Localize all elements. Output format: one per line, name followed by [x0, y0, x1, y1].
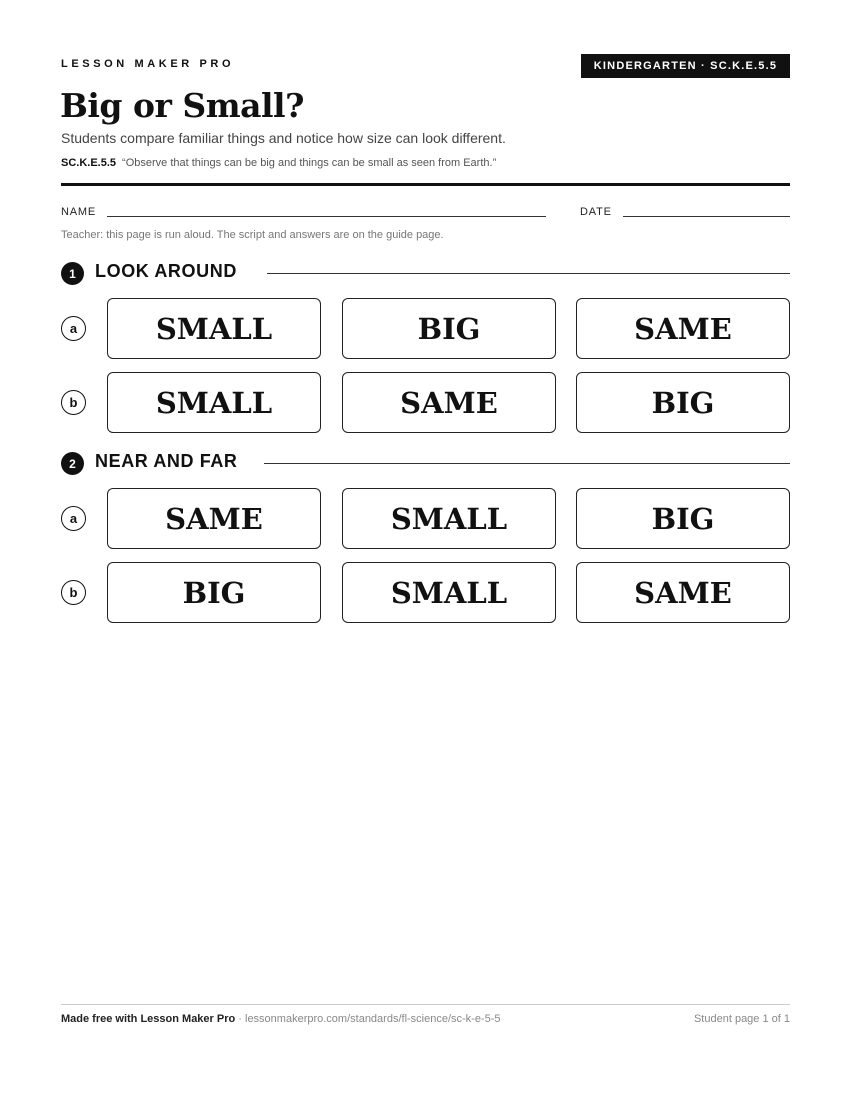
choice-button[interactable]: SMALL — [107, 372, 321, 433]
choice-button[interactable]: SMALL — [107, 298, 321, 359]
name-label: NAME — [61, 206, 96, 218]
choice-button[interactable]: BIG — [342, 298, 556, 359]
header-divider — [61, 183, 790, 186]
row-letter-badge: a — [61, 506, 86, 531]
page-title: Big or Small? — [60, 86, 304, 125]
grade-badge: KINDERGARTEN · SC.K.E.5.5 — [581, 54, 790, 78]
footer-made-with: Made free with Lesson Maker Pro — [61, 1013, 236, 1025]
footer-divider — [61, 1004, 790, 1005]
section-number-badge: 2 — [61, 452, 84, 475]
standard-text: “Observe that things can be big and things can be small as seen from Earth.” — [122, 157, 497, 169]
choice-button[interactable]: SAME — [107, 488, 321, 549]
row-letter-badge: b — [61, 390, 86, 415]
section-title: NEAR AND FAR — [95, 451, 238, 471]
choice-button[interactable]: SAME — [576, 562, 790, 623]
brand-logo-text: LESSON MAKER PRO — [61, 58, 235, 70]
section-title: LOOK AROUND — [95, 261, 237, 281]
choice-button[interactable]: SMALL — [342, 488, 556, 549]
date-label: DATE — [580, 206, 612, 218]
footer-page-number: Student page 1 of 1 — [693, 1013, 790, 1025]
standard-statement — [61, 157, 496, 169]
choice-button[interactable]: SMALL — [342, 562, 556, 623]
choice-button[interactable]: SAME — [576, 298, 790, 359]
teacher-note: Teacher: this page is run aloud. The script and answers are on the guide page. — [61, 229, 444, 241]
footer-credit — [61, 1013, 501, 1025]
section-number-badge: 1 — [61, 262, 84, 285]
row-letter-badge: b — [61, 580, 86, 605]
standard-code: SC.K.E.5.5 — [61, 157, 117, 169]
choice-button[interactable]: BIG — [576, 372, 790, 433]
date-field[interactable] — [623, 216, 790, 217]
choice-button[interactable]: BIG — [107, 562, 321, 623]
section-divider — [267, 273, 790, 274]
name-field[interactable] — [107, 216, 546, 217]
choice-button[interactable]: BIG — [576, 488, 790, 549]
row-letter-badge: a — [61, 316, 86, 341]
page-subtitle: Students compare familiar things and notice how size can look different. — [61, 130, 506, 146]
section-divider — [264, 463, 790, 464]
footer-url[interactable]: · lessonmakerpro.com/standards/fl-science/sc-k-e-5-5 — [235, 1013, 501, 1025]
choice-button[interactable]: SAME — [342, 372, 556, 433]
